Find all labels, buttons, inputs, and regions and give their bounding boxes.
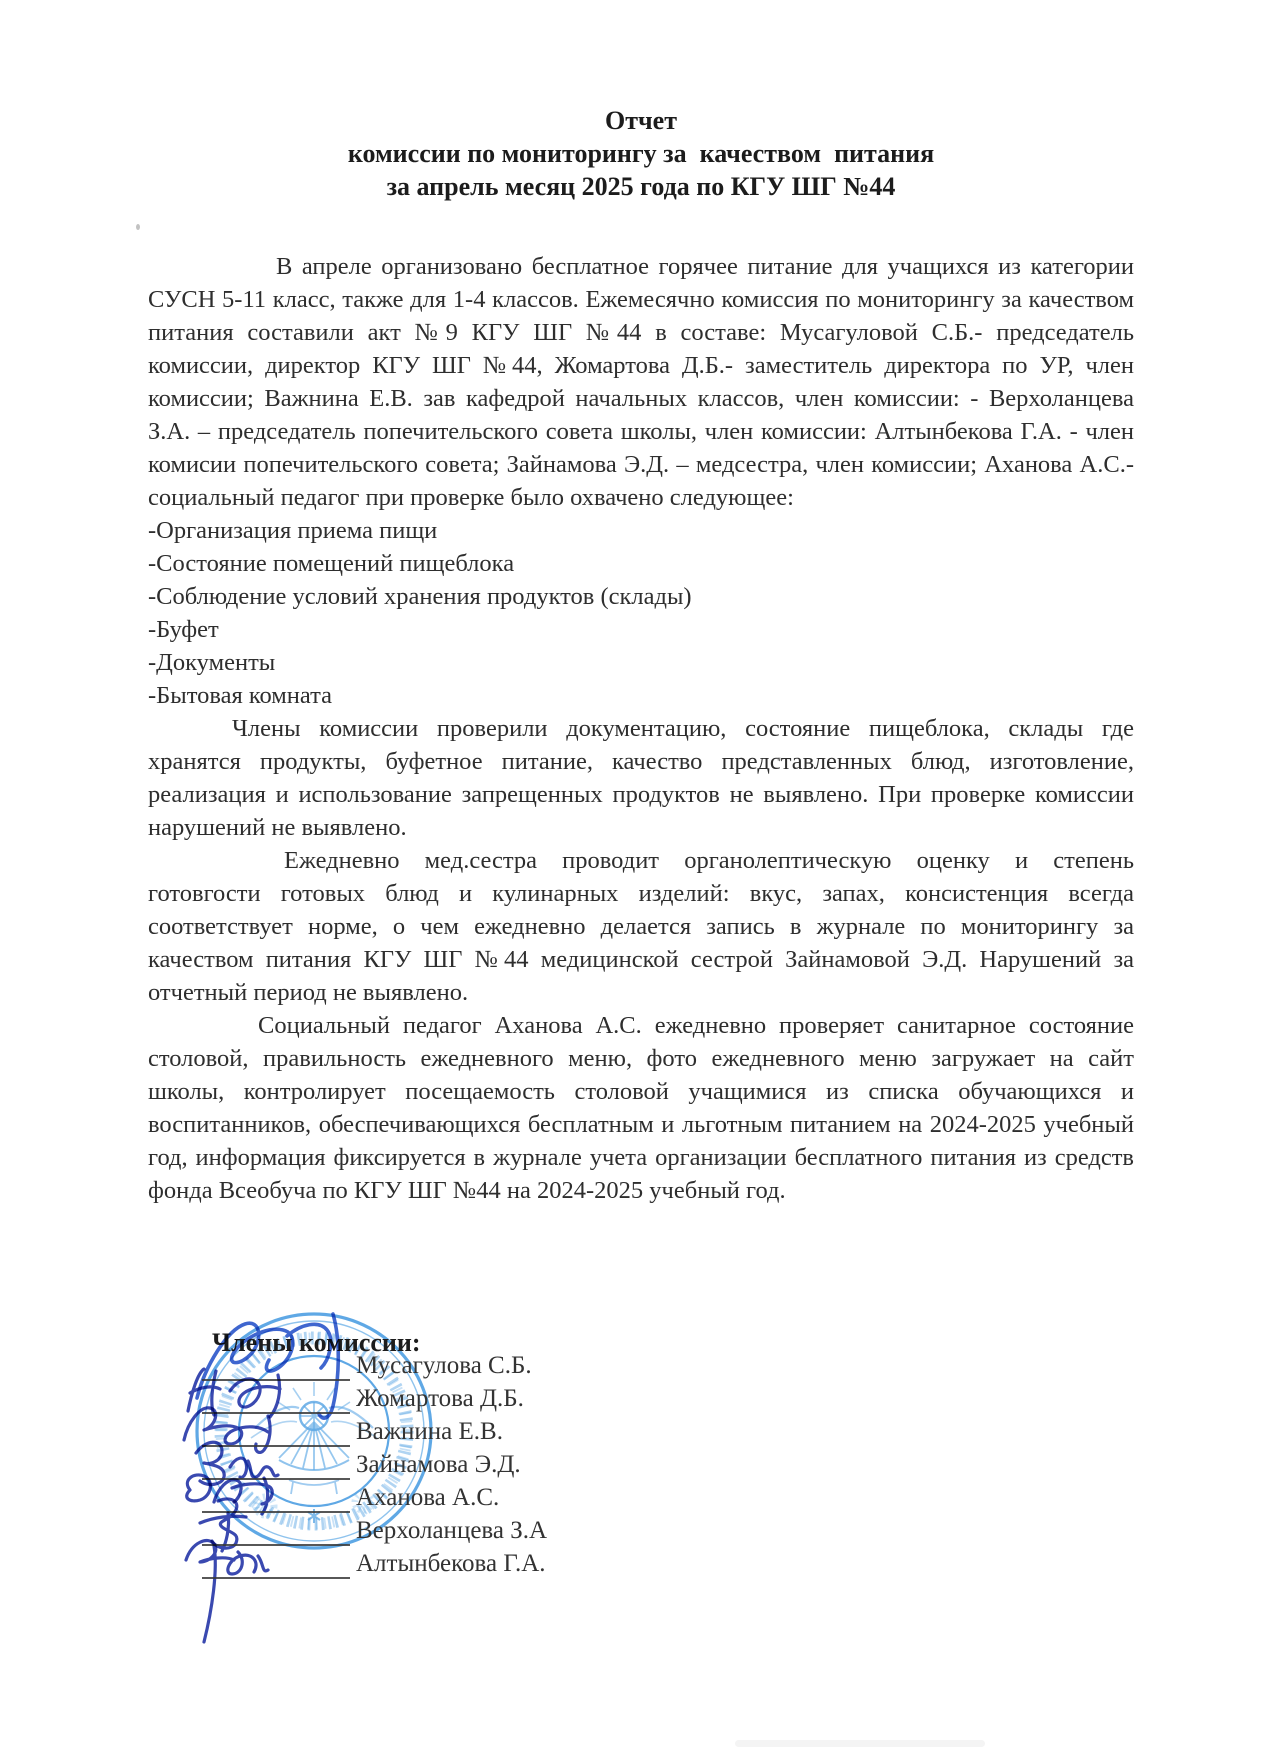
report-title: Отчет xyxy=(605,106,677,135)
body-paragraph: В апреле организовано бесплатное горячее питание для учащихся из категории СУСН 5-11 класс, также для 1-4 классов. Ежемесячно комиссия по мониторингу за качеством питания составили акт №9 КГУ ШГ №44 в составе: Мусагуловой С.Б.- председатель комиссии, директор КГУ ШГ №44, Жомартова Д.Б.- заместитель директора по УР, член комиссии; Важнина Е.В. зав кафедрой начальных классов, член комиссии: - Верхоланцева З.А. – председатель попечительского совета школы, член комиссии: Алтынбекова Г.А. - член комисии попечительского совета; Зайнамова Э.Д. – медсестра, член комиссии; Аханова А.С.- социальный педагог при проверке было охвачено следующее: xyxy=(148,253,1134,511)
scan-speck xyxy=(777,757,781,761)
signature-line xyxy=(202,1577,350,1579)
checklist-item: -Документы xyxy=(148,649,276,676)
member-name: Жомартова Д.Б. xyxy=(356,1385,524,1412)
report-period-line: за апрель месяц 2025 года по КГУ ШГ №44 xyxy=(386,172,896,201)
report-subtitle: комиссии по мониторингу за качеством питания xyxy=(347,139,935,168)
scan-smudge xyxy=(735,1740,985,1747)
member-name: Верхоланцева З.А xyxy=(356,1517,548,1544)
checklist-item: -Организация приема пищи xyxy=(148,517,438,544)
signature-row xyxy=(148,1550,768,1583)
checklist-item: -Буфет xyxy=(148,616,219,643)
report-title-block xyxy=(148,104,1134,203)
member-name: Важнина Е.В. xyxy=(356,1418,503,1445)
member-name: Алтынбекова Г.А. xyxy=(356,1550,546,1577)
member-name: Аханова А.С. xyxy=(356,1484,500,1511)
report-body xyxy=(148,250,1134,1207)
checklist-item: -Состояние помещений пищеблока xyxy=(148,550,515,577)
body-paragraph: Члены комиссии проверили документацию, состояние пищеблока, склады где хранятся продукты, буфетное питание, качество представленных блюд, изготовление, реализация и использование запрещенных продуктов не выявлено. При проверке комиссии нарушений не выявлено. xyxy=(148,715,1134,841)
signature-ink xyxy=(174,1530,349,1652)
checklist-item: -Бытовая комната xyxy=(148,682,333,709)
scan-speck xyxy=(136,224,140,230)
checklist-item: -Соблюдение условий хранения продуктов (склады) xyxy=(148,583,692,610)
signature-section xyxy=(148,1316,788,1676)
body-paragraph: Ежедневно мед.сестра проводит органолептическую оценку и степень готовгости готовых блюд и кулинарных изделий: вкус, запах, консистенция всегда соответствует норме, о чем ежедневно делается запись в журнале по мониторингу за качеством питания КГУ ШГ №44 медицинской сестрой Зайнамовой Э.Д. Нарушений за отчетный период не выявлено. xyxy=(148,847,1134,1006)
inspection-checklist xyxy=(148,514,1134,712)
signatures-heading: Члены комиссии: xyxy=(212,1328,421,1357)
member-name: Мусагулова С.Б. xyxy=(356,1352,532,1379)
member-name: Зайнамова Э.Д. xyxy=(356,1451,521,1478)
body-paragraph: Социальный педагог Аханова А.С. ежедневно проверяет санитарное состояние столовой, правильность ежедневного меню, фото ежедневного меню загружает на сайт школы, контролирует посещаемость столовой учащимися из списка обучающихся и воспитанников, обеспечивающихся бесплатным и льготным питанием на 2024-2025 учебный год, информация фиксируется в журнале учета организации бесплатного питания из средств фонда Всеобуча по КГУ ШГ №44 на 2024-2025 учебный год. xyxy=(148,1012,1134,1204)
